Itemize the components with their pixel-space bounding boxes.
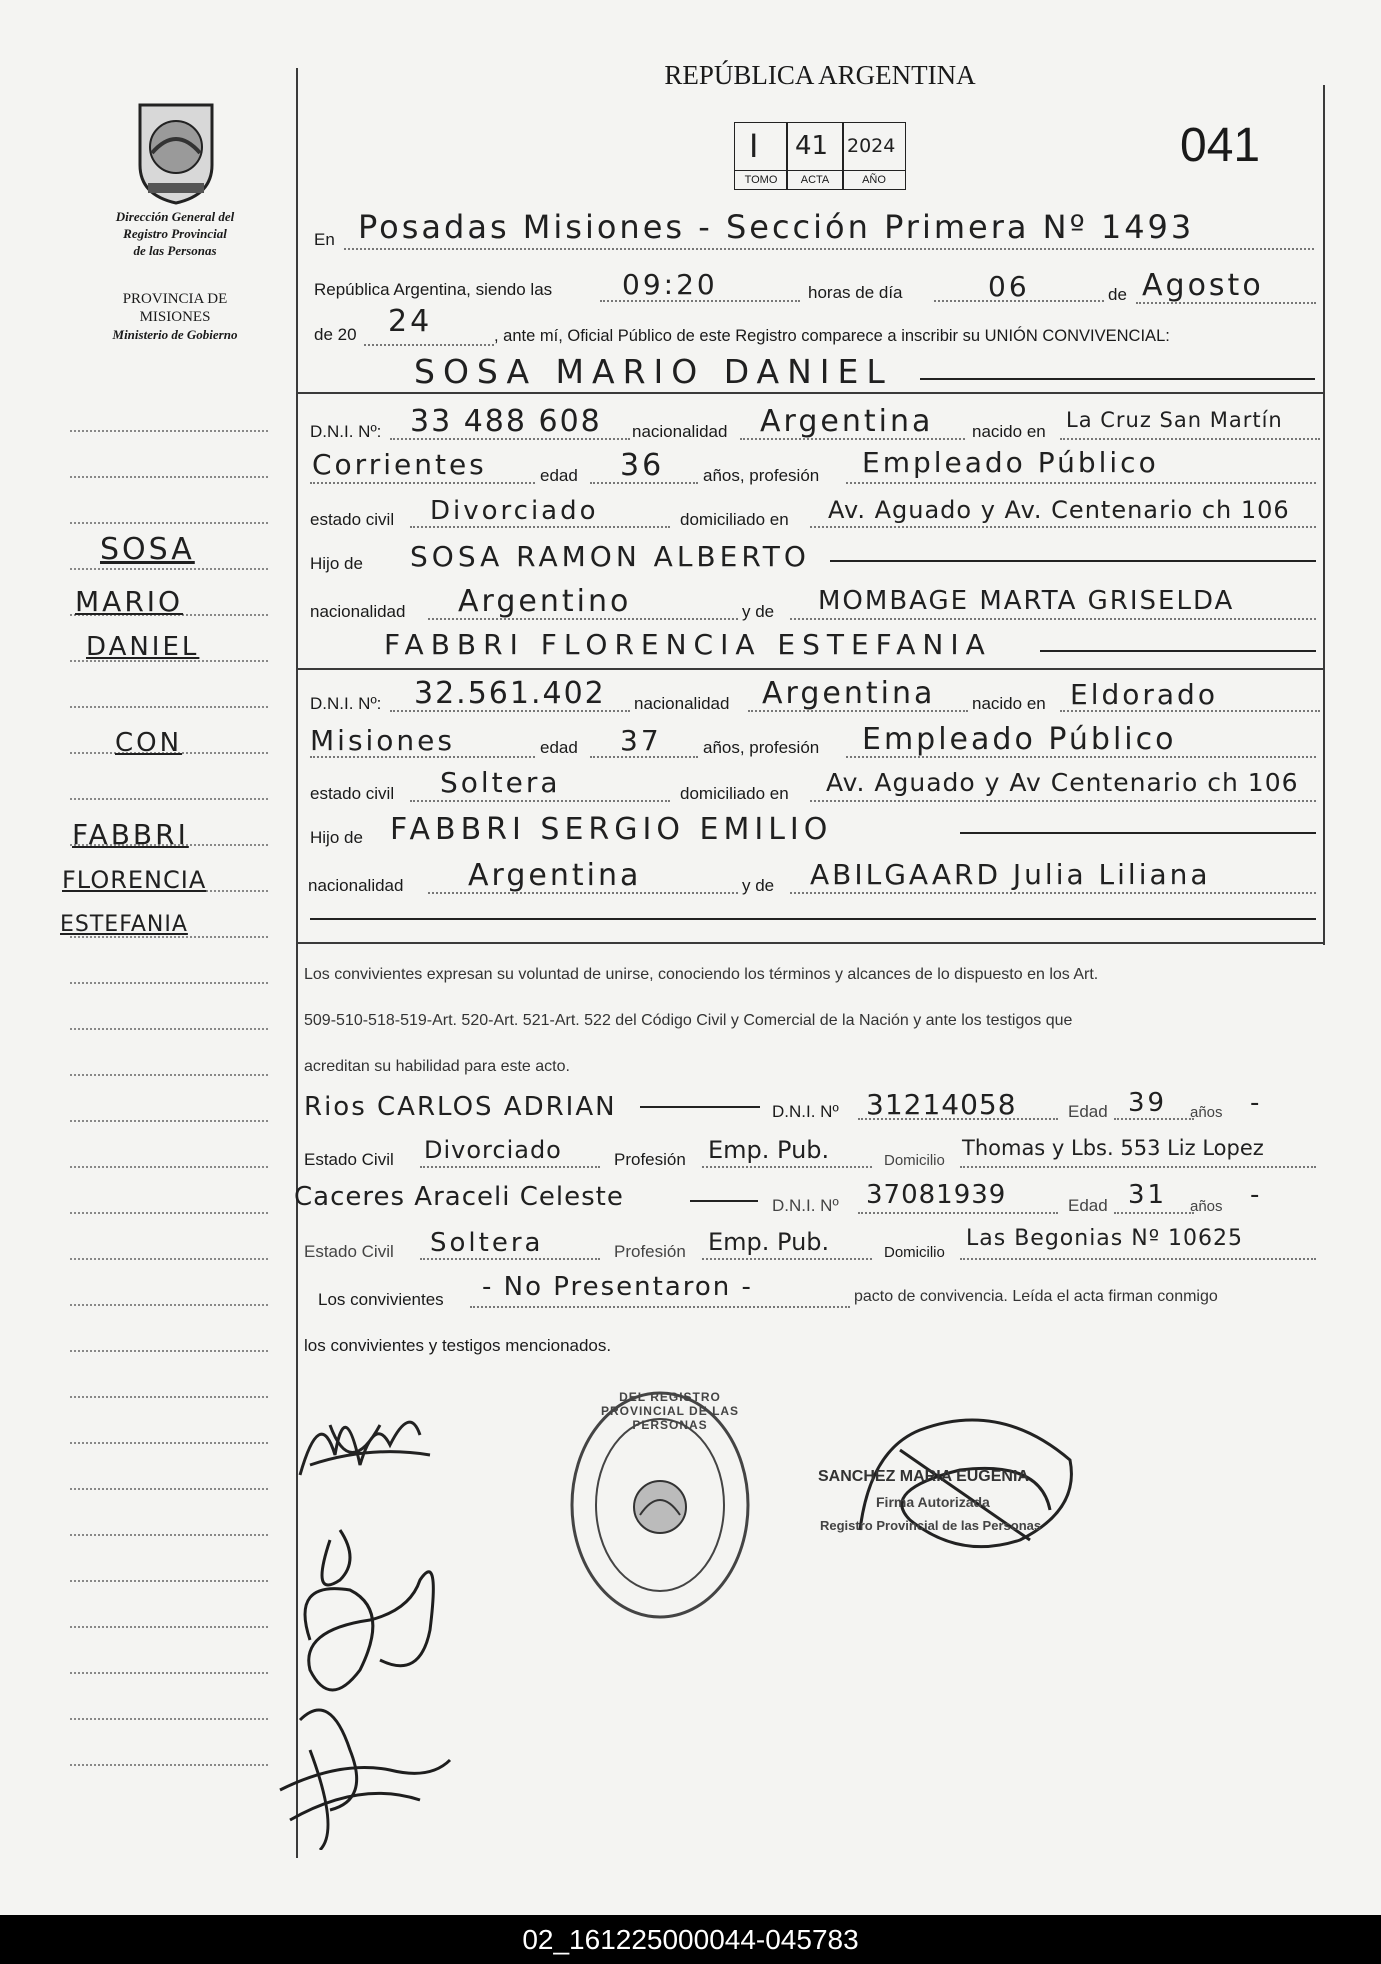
w1-domicilio: Thomas y Lbs. 553 Liz Lopez xyxy=(962,1136,1264,1160)
officer-role: Firma Autorizada xyxy=(876,1494,990,1510)
p2-padre: FABBRI SERGIO EMILIO xyxy=(390,812,833,847)
tomo-box: I TOMO xyxy=(734,122,788,190)
p2-anos-label: años, profesión xyxy=(703,738,820,757)
w2-anos-label: años xyxy=(1190,1198,1223,1215)
horas-label: horas de día xyxy=(808,283,903,302)
p2-hijo-label: Hijo de xyxy=(310,828,363,847)
place-value: Posadas Misiones - Sección Primera Nº 1493 xyxy=(358,208,1195,246)
margin-line xyxy=(70,1534,268,1536)
p2-estado-label: estado civil xyxy=(310,784,395,803)
p2-nacido-label: nacido en xyxy=(972,694,1046,713)
p1-estado: Divorciado xyxy=(430,496,599,526)
person1-name: SOSA MARIO DANIEL xyxy=(414,352,893,391)
acta-box: 41 ACTA xyxy=(786,122,844,190)
divider-1 xyxy=(296,392,1325,394)
p1-edad-label: edad xyxy=(540,466,578,485)
margin-line xyxy=(70,568,268,570)
margin-line xyxy=(70,1396,268,1398)
org-name-line3: de las Personas xyxy=(133,243,217,258)
closing-pacto: - No Presentaron - xyxy=(482,1272,753,1302)
statement-line3: acreditan su habilidad para este acto. xyxy=(304,1058,570,1075)
w2-edad: 31 xyxy=(1128,1180,1168,1210)
w2-estado: Soltera xyxy=(430,1228,544,1258)
w1-estado-label: Estado Civil xyxy=(304,1150,394,1169)
ano-box: 2024 AÑO xyxy=(842,122,906,190)
p2-nacido-cont: Misiones xyxy=(310,724,455,757)
margin-line xyxy=(70,1074,268,1076)
p2-nacionalidad: Argentina xyxy=(762,676,936,711)
officer-org: Registro Provincial de las Personas xyxy=(820,1518,1042,1533)
margin-line xyxy=(70,706,268,708)
year-value: 24 xyxy=(388,304,433,339)
p1-edad: 36 xyxy=(620,448,665,483)
w1-dni: 31214058 xyxy=(866,1088,1017,1121)
p1-nacido: La Cruz San Martín xyxy=(1066,408,1283,432)
p1-dni: 33 488 608 xyxy=(410,404,602,439)
p1-estado-label: estado civil xyxy=(310,510,395,529)
p2-nac-padre: Argentina xyxy=(468,858,642,893)
p1-nacido-cont: Corrientes xyxy=(312,448,487,481)
year-prefix: de 20 xyxy=(314,325,357,344)
w1-dash: - xyxy=(1250,1088,1263,1118)
de-label: de xyxy=(1108,285,1127,304)
republica-label: República Argentina, siendo las xyxy=(314,280,553,299)
province-seal-icon xyxy=(130,95,222,207)
p1-nac-padre: Argentino xyxy=(458,584,632,619)
w2-estado-label: Estado Civil xyxy=(304,1242,394,1261)
w2-profesion: Emp. Pub. xyxy=(708,1228,830,1256)
margin-note-3: DANIEL xyxy=(86,632,200,662)
margin-line xyxy=(70,1580,268,1582)
margin-line xyxy=(70,1212,268,1214)
intro-text: , ante mí, Oficial Público de este Registro comparece a inscribir su UNIÓN CONVIVENCIAL: xyxy=(494,327,1170,345)
officer-name: SANCHEZ MARIA EUGENIA xyxy=(818,1468,1029,1485)
p2-profesion: Empleado Público xyxy=(862,722,1177,757)
p1-domicilio-label: domiciliado en xyxy=(680,510,789,529)
p2-domicilio-label: domiciliado en xyxy=(680,784,789,803)
w1-name: Rios CARLOS ADRIAN xyxy=(304,1092,617,1122)
w2-name: Caceres Araceli Celeste xyxy=(294,1182,624,1212)
margin-note-5: FABBRI xyxy=(72,818,189,851)
day-value: 06 xyxy=(988,270,1030,303)
w2-dash: - xyxy=(1250,1180,1263,1210)
margin-line xyxy=(70,430,268,432)
w1-anos-label: años xyxy=(1190,1104,1223,1121)
statement-line1: Los convivientes expresan su voluntad de unirse, conociendo los términos y alcances de lo dispuesto en los Art. xyxy=(304,966,1099,983)
margin-line xyxy=(70,1120,268,1122)
margin-note-6: FLORENCIA xyxy=(62,866,207,894)
p1-nac-label: nacionalidad xyxy=(632,422,728,441)
footer-code: 02_161225000044-045783 xyxy=(0,1915,1381,1964)
p1-nacido-label: nacido en xyxy=(972,422,1046,441)
divider-3 xyxy=(296,942,1325,944)
time-value: 09:20 xyxy=(622,268,718,301)
p1-profesion: Empleado Público xyxy=(862,446,1159,479)
province-line3: Ministerio de Gobierno xyxy=(112,327,238,342)
p1-domicilio: Av. Aguado y Av. Centenario ch 106 xyxy=(828,496,1290,524)
margin-line xyxy=(70,1166,268,1168)
p1-madre: MOMBAGE MARTA GRISELDA xyxy=(818,586,1235,616)
p1-nacionalidad: Argentina xyxy=(760,404,934,439)
form-number: 041 xyxy=(1180,119,1261,172)
p2-dni: 32.561.402 xyxy=(414,676,606,711)
signature-2-icon xyxy=(270,1520,490,1850)
p1-padre: SOSA RAMON ALBERTO xyxy=(410,540,810,573)
margin-note-4: CON xyxy=(115,728,183,758)
signature-1-icon xyxy=(290,1385,440,1495)
w1-profesion: Emp. Pub. xyxy=(708,1136,830,1164)
margin-line xyxy=(70,1488,268,1490)
margin-line xyxy=(70,1764,268,1766)
p2-nac-label: nacionalidad xyxy=(634,694,730,713)
w2-domicilio: Las Begonias Nº 10625 xyxy=(966,1226,1244,1251)
w2-domicilio-label: Domicilio xyxy=(884,1244,945,1261)
p1-nac-padre-label: nacionalidad xyxy=(310,602,406,621)
w1-estado: Divorciado xyxy=(424,1136,562,1164)
w2-profesion-label: Profesión xyxy=(614,1242,686,1261)
p2-madre: ABILGAARD Julia Liliana xyxy=(810,858,1211,891)
margin-line xyxy=(70,1258,268,1260)
p2-edad-label: edad xyxy=(540,738,578,757)
p2-dni-label: D.N.I. Nº: xyxy=(310,694,382,713)
margin-line xyxy=(70,982,268,984)
w1-domicilio-label: Domicilio xyxy=(884,1152,945,1169)
w2-edad-label: Edad xyxy=(1068,1196,1108,1215)
org-name-line2: Registro Provincial xyxy=(123,226,227,241)
stamp-text: DEL REGISTRO PROVINCIAL DE LAS PERSONAS xyxy=(600,1390,740,1432)
margin-line xyxy=(70,522,268,524)
w1-dni-label: D.N.I. Nº xyxy=(772,1102,839,1121)
margin-note-2: MARIO xyxy=(75,585,184,618)
closing-convivientes-label: Los convivientes xyxy=(318,1290,444,1309)
w1-profesion-label: Profesión xyxy=(614,1150,686,1169)
p1-hijo-label: Hijo de xyxy=(310,554,363,573)
margin-note-7: ESTEFANIA xyxy=(60,912,188,937)
org-name-line1: Dirección General del xyxy=(115,209,235,224)
p1-anos-label: años, profesión xyxy=(703,466,820,485)
province-line1: PROVINCIA DE xyxy=(122,291,228,307)
closing-pacto-label: pacto de convivencia. Leída el acta firman conmigo xyxy=(854,1288,1218,1305)
province-line2: MISIONES xyxy=(139,309,211,325)
p2-edad: 37 xyxy=(620,724,662,757)
p1-dni-label: D.N.I. Nº: xyxy=(310,422,382,441)
margin-line xyxy=(70,1442,268,1444)
closing-final: los convivientes y testigos mencionados. xyxy=(304,1336,612,1355)
p2-nacido: Eldorado xyxy=(1070,678,1218,711)
w1-edad-label: Edad xyxy=(1068,1102,1108,1121)
country-title: REPÚBLICA ARGENTINA xyxy=(664,60,976,90)
margin-line xyxy=(70,1626,268,1628)
p2-nac-padre-label: nacionalidad xyxy=(308,876,404,895)
w1-edad: 39 xyxy=(1128,1088,1168,1118)
margin-note-1: SOSA xyxy=(100,532,195,567)
month-value: Agosto xyxy=(1142,268,1264,303)
person2-name: FABBRI FLORENCIA ESTEFANIA xyxy=(384,628,992,661)
margin-line xyxy=(70,1028,268,1030)
en-label: En xyxy=(314,230,335,249)
p1-y-de-label: y de xyxy=(742,602,775,621)
p2-y-de-label: y de xyxy=(742,876,775,895)
margin-line xyxy=(70,1718,268,1720)
margin-line xyxy=(70,1304,268,1306)
w2-dni: 37081939 xyxy=(866,1180,1007,1210)
p2-domicilio: Av. Aguado y Av Centenario ch 106 xyxy=(826,768,1299,797)
margin-line xyxy=(70,476,268,478)
margin-line xyxy=(70,1672,268,1674)
form-right-border xyxy=(1323,85,1325,945)
margin-line xyxy=(70,798,268,800)
p2-estado: Soltera xyxy=(440,766,561,799)
divider-2 xyxy=(296,668,1325,670)
statement-line2: 509-510-518-519-Art. 520-Art. 521-Art. 522 del Código Civil y Comercial de la Nación y ante los testigos que xyxy=(304,1012,1073,1029)
w2-dni-label: D.N.I. Nº xyxy=(772,1196,839,1215)
margin-line xyxy=(70,1350,268,1352)
